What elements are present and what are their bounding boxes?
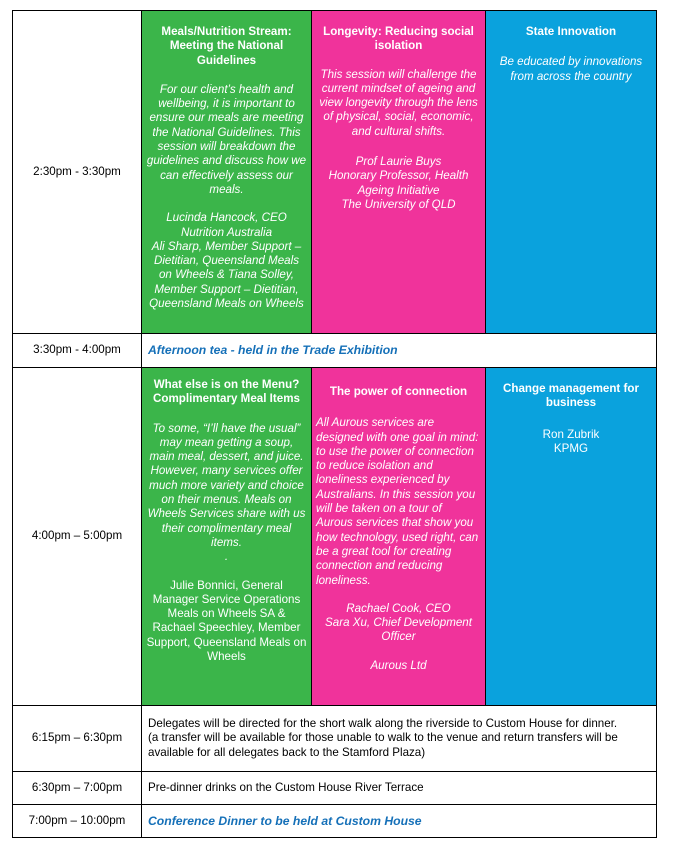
time-cell: 6:30pm – 7:00pm — [13, 772, 142, 805]
schedule-row-230 — [13, 11, 657, 334]
schedule-row-330 — [13, 334, 657, 368]
speaker-line: Ali Sharp, Member Support – Dietitian, Queensland Meals on Wheels & Tiana Solley, Member Support – Dietitian, Queensland Meals on Wheels — [149, 239, 304, 311]
time-cell: 7:00pm – 10:00pm — [13, 805, 142, 838]
session-description: For our client’s health and wellbeing, it is important to ensure our meals are meeting the National Guidelines. This session will breakdown the guidelines and discuss how we can effectively assess our meals. — [146, 82, 307, 196]
transfer-note — [142, 706, 657, 772]
session-title: What else is on the Menu? Complimentary Meal Items — [153, 378, 300, 406]
session-power-of-connection — [312, 368, 486, 706]
session-title: The power of connection — [329, 385, 468, 398]
session-description: To some, “I’ll have the usual” may mean getting a soup, main meal, dessert, and juice. However, many services offer much more variety and choice on their menus. Meals on Wheels Services share with us their complimentary meal items. — [147, 421, 306, 549]
speaker-line: KPMG — [553, 441, 589, 455]
session-meals-nutrition — [142, 11, 312, 334]
session-change-management — [486, 368, 657, 706]
speaker-line: The University of QLD — [341, 197, 456, 211]
session-speakers — [312, 602, 485, 673]
session-menu — [142, 368, 312, 706]
time-cell: 6:15pm – 6:30pm — [13, 706, 142, 772]
schedule-row-700 — [13, 805, 657, 838]
session-title: Longevity: Reducing social isolation — [323, 25, 474, 53]
speaker-line: Ron Zubrik — [542, 427, 600, 441]
organisation-line: Aurous Ltd — [370, 658, 427, 672]
session-title: Change management for business — [503, 382, 639, 410]
session-speakers — [486, 428, 656, 457]
note-line: Delegates will be directed for the short walk along the riverside to Custom House for dinner. — [148, 717, 618, 731]
time-cell: 3:30pm - 4:00pm — [13, 334, 142, 368]
session-longevity — [312, 11, 486, 334]
time-cell: 2:30pm - 3:30pm — [13, 11, 142, 334]
session-state-innovation — [486, 11, 657, 334]
afternoon-tea-note: Afternoon tea - held in the Trade Exhibition — [142, 334, 657, 368]
session-title: State Innovation — [525, 25, 617, 38]
session-speakers — [312, 155, 485, 212]
time-cell: 4:00pm – 5:00pm — [13, 368, 142, 706]
schedule-row-615 — [13, 706, 657, 772]
schedule-row-630 — [13, 772, 657, 805]
pre-dinner-note: Pre-dinner drinks on the Custom House River Terrace — [142, 772, 657, 805]
schedule-row-400 — [13, 368, 657, 706]
speaker-line: Honorary Professor, Health Ageing Initiative — [328, 169, 469, 197]
session-description: Be educated by innovations from across the country — [499, 55, 643, 83]
session-description: All Aurous services are designed with one goal in mind: to use the power of connection to reduce isolation and loneliness experienced by Australians. In this session you will be taken on a tour of Aurous services that show you how technology, used right, can be a great tool for creating connection and reducing loneliness. — [316, 416, 479, 587]
speaker-line: Julie Bonnici, General Manager Service Operations Meals on Wheels SA & Rachael Speechley, Member Support, Queensland Meals on Wheels — [146, 578, 307, 664]
note-line: (a transfer will be available for those unable to walk to the venue and return transfers will be available for all delegates back to the Stamford Plaza) — [148, 731, 618, 759]
schedule-table — [12, 10, 657, 838]
session-speakers — [142, 579, 311, 665]
session-speakers — [142, 211, 311, 311]
speaker-line: Prof Laurie Buys — [355, 155, 442, 169]
session-title: Meals/Nutrition Stream: Meeting the National Guidelines — [161, 25, 292, 67]
session-description: This session will challenge the current mindset of ageing and view longevity through the lens of physical, social, economic, and cultural shifts. — [319, 67, 478, 138]
conference-dinner-note: Conference Dinner to be held at Custom House — [142, 805, 657, 838]
speaker-line: Lucinda Hancock, CEO — [166, 211, 287, 225]
speaker-line: Rachael Cook, CEO — [346, 601, 451, 615]
speaker-line: Sara Xu, Chief Development Officer — [325, 616, 472, 644]
speaker-line: Nutrition Australia — [180, 225, 273, 239]
separator-dot: . — [224, 550, 229, 564]
